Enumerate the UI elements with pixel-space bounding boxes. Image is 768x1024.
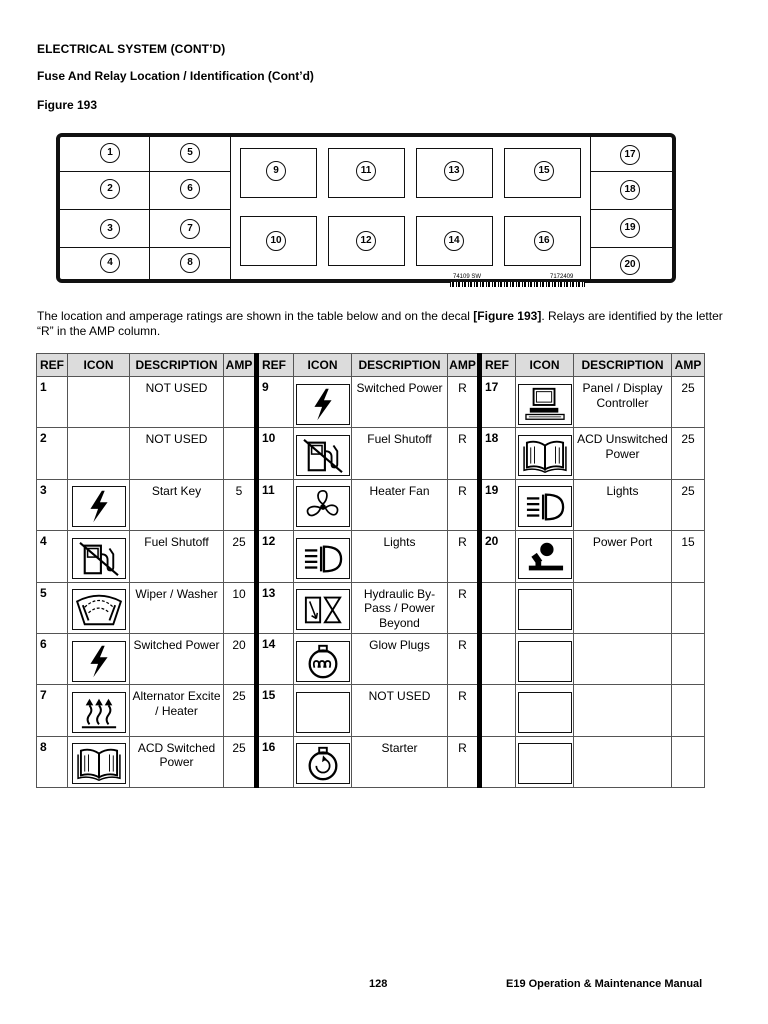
col-header-amp: AMP — [224, 354, 257, 377]
fuse-description: Glow Plugs — [352, 633, 448, 684]
fuse-ref: 4 — [37, 531, 68, 582]
fuse-ref: 17 — [480, 377, 516, 428]
fuse-icon-cell — [68, 479, 130, 530]
fuse-icon-cell — [516, 531, 574, 582]
fuse-icon-cell — [294, 736, 352, 787]
fuse-ref — [480, 633, 516, 684]
page-number: 128 — [369, 978, 388, 990]
headlight-icon — [296, 538, 350, 579]
book-icon — [518, 435, 572, 476]
fuse-ref: 1 — [37, 377, 68, 428]
fuse-description: Switched Power — [352, 377, 448, 428]
relay-label: 12 — [356, 231, 376, 251]
table-row — [37, 377, 705, 428]
col-header-description: DESCRIPTION — [574, 354, 672, 377]
fuse-icon-cell — [294, 685, 352, 736]
fuse-ref: 2 — [37, 428, 68, 479]
fuse-description: Switched Power — [130, 633, 224, 684]
blank-icon-box — [296, 692, 350, 733]
fuse-description — [574, 582, 672, 633]
fuse-description: Heater Fan — [352, 479, 448, 530]
glow-plug-icon — [296, 641, 350, 682]
section-title: ELECTRICAL SYSTEM (CONT’D) — [37, 42, 226, 56]
fuse-description: ACD Unswitched Power — [574, 428, 672, 479]
fuse-amp: R — [448, 736, 480, 787]
fuse-description: Starter — [352, 736, 448, 787]
fuse-label: 19 — [620, 218, 640, 238]
fuse-amp — [672, 582, 705, 633]
fuse-icon-cell — [294, 377, 352, 428]
book-icon — [72, 743, 126, 784]
manual-title: E19 Operation & Maintenance Manual — [506, 978, 703, 990]
table-row — [37, 633, 705, 684]
fuse-label: 6 — [180, 179, 200, 199]
col-header-amp: AMP — [448, 354, 480, 377]
fuse-amp: 25 — [224, 531, 257, 582]
fuse-amp — [672, 736, 705, 787]
fuse-description — [574, 685, 672, 736]
fuse-icon-cell — [294, 633, 352, 684]
fuse-label: 1 — [100, 143, 120, 163]
blank-icon-box — [518, 692, 572, 733]
fuse-amp — [224, 377, 257, 428]
fuse-ref — [480, 685, 516, 736]
fuse-icon-cell — [516, 582, 574, 633]
fuse-ref: 7 — [37, 685, 68, 736]
fuse-label: 4 — [100, 253, 120, 273]
relay-label: 11 — [356, 161, 376, 181]
fuse-amp: 10 — [224, 582, 257, 633]
fuse-amp — [224, 428, 257, 479]
table-row — [37, 479, 705, 530]
blank-icon-box — [518, 641, 572, 682]
fuse-amp: 25 — [672, 479, 705, 530]
fuse-icon-cell — [68, 736, 130, 787]
fuse-description: Panel / Display Controller — [574, 377, 672, 428]
fuse-ref: 11 — [257, 479, 294, 530]
fuse-description: Lights — [574, 479, 672, 530]
relay-label: 16 — [534, 231, 554, 251]
fuse-relay-decal — [56, 133, 676, 283]
table-header-row — [37, 354, 705, 377]
col-header-ref: REF — [480, 354, 516, 377]
fuse-amp: R — [448, 531, 480, 582]
heater-icon — [72, 692, 126, 733]
fuse-description — [574, 736, 672, 787]
fuse-label: 18 — [620, 180, 640, 200]
col-header-icon: ICON — [516, 354, 574, 377]
fuse-ref: 15 — [257, 685, 294, 736]
relay-label: 15 — [534, 161, 554, 181]
table-row — [37, 685, 705, 736]
fuse-amp: 5 — [224, 479, 257, 530]
fuse-ref: 8 — [37, 736, 68, 787]
fuse-label: 7 — [180, 219, 200, 239]
blank-icon-box — [518, 743, 572, 784]
fuse-ref: 12 — [257, 531, 294, 582]
fuse-ref — [480, 582, 516, 633]
lightning-icon — [296, 384, 350, 425]
fuse-icon-cell — [294, 582, 352, 633]
fuse-ref: 18 — [480, 428, 516, 479]
fuse-icon-cell — [294, 531, 352, 582]
headlight-icon — [518, 486, 572, 527]
fuse-amp: 25 — [224, 736, 257, 787]
fuse-description: Wiper / Washer — [130, 582, 224, 633]
figure-reference: [Figure 193] — [473, 309, 542, 323]
fuse-description: ACD Switched Power — [130, 736, 224, 787]
fuse-description: NOT USED — [130, 377, 224, 428]
fuse-description: Alternator Excite / Heater — [130, 685, 224, 736]
fuse-ref: 13 — [257, 582, 294, 633]
col-header-ref: REF — [37, 354, 68, 377]
computer-icon — [518, 384, 572, 425]
fuse-amp: R — [448, 479, 480, 530]
fuse-ref: 20 — [480, 531, 516, 582]
fuse-amp: R — [448, 582, 480, 633]
col-header-amp: AMP — [672, 354, 705, 377]
table-row — [37, 582, 705, 633]
fuse-ref: 3 — [37, 479, 68, 530]
fuse-icon-cell — [516, 479, 574, 530]
fuse-icon-cell — [294, 479, 352, 530]
fuse-label: 3 — [100, 219, 120, 239]
fuse-icon-cell — [516, 428, 574, 479]
fuse-amp: 15 — [672, 531, 705, 582]
table-row — [37, 531, 705, 582]
fuse-amp: 25 — [672, 377, 705, 428]
relay-label: 10 — [266, 231, 286, 251]
fuse-description: Start Key — [130, 479, 224, 530]
fuse-icon-cell — [516, 377, 574, 428]
fuse-icon-cell — [68, 428, 130, 479]
figure-label: Figure 193 — [37, 98, 98, 112]
relay-label: 9 — [266, 161, 286, 181]
fuse-description — [574, 633, 672, 684]
fan-icon — [296, 486, 350, 527]
lightning-icon — [72, 486, 126, 527]
table-row — [37, 736, 705, 787]
fuse-amp — [672, 685, 705, 736]
fuse-icon-cell — [68, 633, 130, 684]
table-row — [37, 428, 705, 479]
col-header-description: DESCRIPTION — [352, 354, 448, 377]
fuse-ref — [480, 736, 516, 787]
fuse-table — [36, 353, 705, 788]
fuse-icon-cell — [516, 736, 574, 787]
fuse-description: Fuel Shutoff — [352, 428, 448, 479]
fuse-label: 5 — [180, 143, 200, 163]
blank-icon-box — [518, 589, 572, 630]
section-subtitle: Fuse And Relay Location / Identification (Cont’d) — [37, 69, 314, 83]
fuse-ref: 9 — [257, 377, 294, 428]
decal-part-code: 74109 SW — [453, 274, 482, 280]
fuse-icon-cell — [68, 685, 130, 736]
relay-label: 14 — [444, 231, 464, 251]
fuse-icon-cell — [68, 582, 130, 633]
fuse-icon-cell — [294, 428, 352, 479]
fuse-description: Lights — [352, 531, 448, 582]
col-header-icon: ICON — [294, 354, 352, 377]
barcode — [450, 282, 585, 287]
fuel-shutoff-icon — [72, 538, 126, 579]
col-header-ref: REF — [257, 354, 294, 377]
fuse-description: Hydraulic By-Pass / Power Beyond — [352, 582, 448, 633]
intro-paragraph: The location and amperage ratings are shown in the table below and on the decal [Figure 193]. Relays are identified by the letter “R” in the AMP column. — [37, 309, 723, 338]
fuse-ref: 6 — [37, 633, 68, 684]
fuse-ref: 19 — [480, 479, 516, 530]
fuse-amp: 20 — [224, 633, 257, 684]
fuse-amp: R — [448, 633, 480, 684]
fuse-amp — [672, 633, 705, 684]
fuse-ref: 14 — [257, 633, 294, 684]
fuse-icon-cell — [68, 531, 130, 582]
col-header-icon: ICON — [68, 354, 130, 377]
fuel-shutoff-icon — [296, 435, 350, 476]
fuse-description: NOT USED — [130, 428, 224, 479]
hydraulic-bypass-icon — [296, 589, 350, 630]
fuse-description: NOT USED — [352, 685, 448, 736]
fuse-ref: 5 — [37, 582, 68, 633]
fuse-icon-cell — [516, 633, 574, 684]
decal-part-number: 7172409 — [550, 274, 574, 280]
wiper-icon — [72, 589, 126, 630]
power-port-icon — [518, 538, 572, 579]
fuse-amp: R — [448, 685, 480, 736]
col-header-description: DESCRIPTION — [130, 354, 224, 377]
fuse-label: 8 — [180, 253, 200, 273]
relay-label: 13 — [444, 161, 464, 181]
fuse-ref: 16 — [257, 736, 294, 787]
fuse-icon-cell — [516, 685, 574, 736]
lightning-icon — [72, 641, 126, 682]
fuse-amp: 25 — [672, 428, 705, 479]
fuse-amp: 25 — [224, 685, 257, 736]
fuse-amp: R — [448, 377, 480, 428]
starter-icon — [296, 743, 350, 784]
fuse-amp: R — [448, 428, 480, 479]
fuse-ref: 10 — [257, 428, 294, 479]
fuse-icon-cell — [68, 377, 130, 428]
fuse-label: 17 — [620, 145, 640, 165]
fuse-description: Fuel Shutoff — [130, 531, 224, 582]
fuse-label: 20 — [620, 255, 640, 275]
fuse-label: 2 — [100, 179, 120, 199]
fuse-description: Power Port — [574, 531, 672, 582]
